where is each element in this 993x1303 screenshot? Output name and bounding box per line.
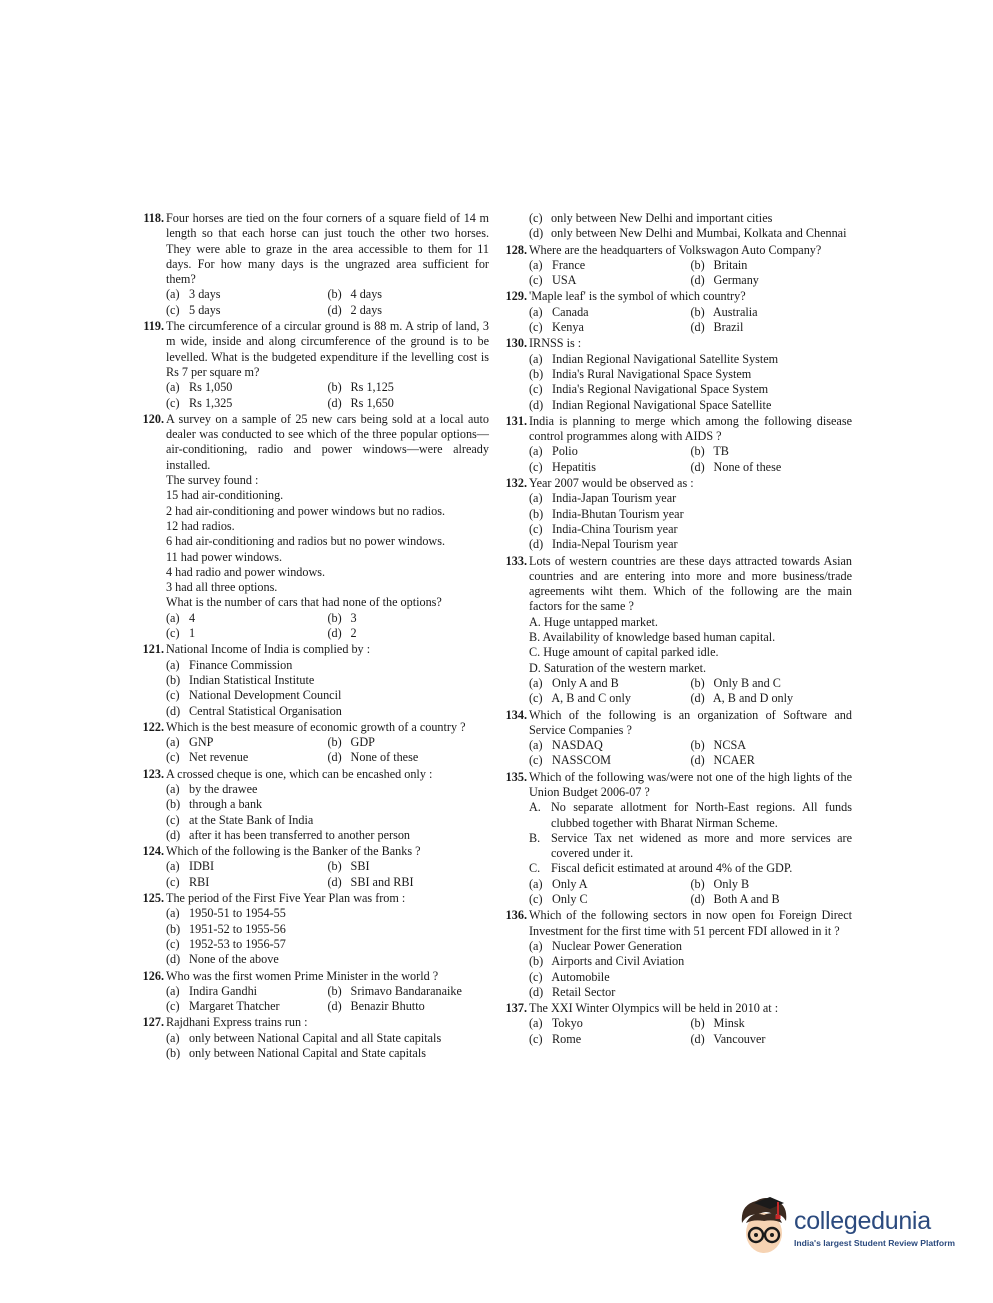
option-a: (a) GNP: [166, 735, 214, 750]
statement-c: C. Fiscal deficit estimated at around 4% of the GDP.: [529, 861, 793, 876]
question-127: [133, 1015, 489, 1061]
question-text: The circumference of a circular ground is 88 m. A strip of land, 3 m wide, inside and along circumference of the ground is to be levelled. What is the budgeted expenditure if the levelling cost is Rs 7 per square m?: [166, 319, 489, 379]
right-column: [496, 211, 852, 1048]
option-b: (b) TB: [690, 444, 729, 459]
option-a: (a) Rs 1,050: [166, 380, 233, 395]
option-b: (b) Rs 1,125: [327, 380, 394, 395]
question-number: 123.: [142, 766, 164, 781]
option-d: (d) only between New Delhi and Mumbai, Kolkata and Chennai: [529, 226, 847, 241]
question-131: [496, 414, 852, 475]
statement-b: B. Service Tax net widened as more and more services are covered under it.: [529, 830, 852, 861]
option-c: (c) NASSCOM: [529, 753, 611, 768]
option-c: (c) Rome: [529, 1031, 582, 1046]
option-a: (a) 4: [166, 610, 196, 625]
option-a: (a) India-Japan Tourism year: [529, 491, 677, 506]
question-text: Which is the best measure of economic growth of a country ?: [166, 719, 466, 734]
option-b: (b) Airports and Civil Aviation: [529, 954, 685, 969]
survey-line: 3 had all three options.: [166, 580, 278, 595]
option-b: (b) SBI: [327, 859, 370, 874]
question-119: [133, 319, 489, 411]
option-d: (d) 2: [327, 626, 357, 641]
option-d: (d) Brazil: [690, 320, 744, 335]
option-b: (b) 3: [327, 610, 357, 625]
question-number: 134.: [505, 707, 527, 722]
option-c: (c) Net revenue: [166, 750, 249, 765]
question-number: 124.: [142, 844, 164, 859]
question-number: 137.: [505, 1001, 527, 1016]
question-137: [496, 1001, 852, 1047]
question-text: IRNSS is :: [529, 336, 582, 351]
option-c: (c) 5 days: [166, 302, 221, 317]
question-number: 133.: [505, 553, 527, 568]
option-c: (c) Only C: [529, 892, 588, 907]
question-text: Which of the following sectors in now open foı Foreign Direct Investment for the first time with 51 percent FDI allowed in it ?: [529, 908, 852, 938]
question-text: Four horses are tied on the four corners of a square field of 14 m length so that each horse can just touch the other two horses. They were able to graze in the area accessible to them for 11 days. For how many days is the ungrazed area sufficient for them?: [166, 211, 489, 287]
option-b: (b) India's Rural Navigational Space System: [529, 366, 752, 381]
option-c: (c) National Development Council: [166, 688, 342, 703]
question-text: Which of the following is an organization of Software and Service Companies ?: [529, 707, 852, 737]
question-text: Who was the first women Prime Minister in the world ?: [166, 968, 439, 983]
option-b: (b) 4 days: [327, 287, 383, 302]
question-number: 128.: [505, 242, 527, 257]
option-d: (d) SBI and RBI: [327, 874, 414, 889]
question-text: The XXI Winter Olympics will be held in 2010 at :: [529, 1001, 779, 1016]
statement-d: D. Saturation of the western market.: [529, 660, 707, 675]
option-a: (a) Finance Commission: [166, 657, 293, 672]
question-text: Year 2007 would be observed as :: [529, 476, 694, 491]
question-129: [496, 289, 852, 335]
option-a: (a) Canada: [529, 304, 589, 319]
question-126: [133, 969, 489, 1015]
option-c: (c) USA: [529, 273, 577, 288]
question-number: 135.: [505, 769, 527, 784]
question-text: A crossed cheque is one, which can be encashed only :: [166, 766, 433, 781]
question-text: India is planning to merge which among the following disease control programmes along with AIDS ?: [529, 413, 852, 444]
question-text: Lots of western countries are these days attracted towards Asian countries and are entering into more and more business/trade agreements wiht them. Which of the following are the main factors for the same ?: [529, 553, 852, 614]
question-number: 125.: [142, 891, 164, 906]
option-a: (a) France: [529, 257, 586, 272]
question-text: National Income of India is complied by :: [166, 642, 371, 657]
option-c: (c) A, B and C only: [529, 691, 631, 706]
option-d: (d) after it has been transferred to another person: [166, 827, 411, 842]
option-b: (b) through a bank: [166, 797, 263, 812]
option-c: (c) Automobile: [529, 969, 610, 984]
question-123: [133, 767, 489, 843]
option-d: (d) NCAER: [690, 753, 755, 768]
question-128: [496, 243, 852, 289]
option-a: (a) Nuclear Power Generation: [529, 938, 682, 953]
option-b: (b) India-Bhutan Tourism year: [529, 506, 684, 521]
survey-line: The survey found :: [166, 473, 259, 488]
question-134: [496, 708, 852, 769]
option-a: (a) Polio: [529, 444, 578, 459]
option-a: (a) Only A and B: [529, 675, 619, 690]
option-c: (c) Hepatitis: [529, 459, 597, 474]
question-number: 122.: [142, 719, 164, 734]
statement-b: B. Availability of knowledge based human capital.: [529, 630, 776, 645]
option-a: (a) only between National Capital and all State capitals: [166, 1030, 442, 1045]
option-c: (c) Rs 1,325: [166, 395, 233, 410]
question-number: 127.: [142, 1015, 164, 1030]
option-b: (b) Minsk: [690, 1016, 745, 1031]
option-d: (d) Retail Sector: [529, 984, 616, 999]
question-number: 121.: [142, 642, 164, 657]
question-number: 130.: [505, 336, 527, 351]
option-c: (c) Margaret Thatcher: [166, 999, 280, 1014]
option-d: (d) 2 days: [327, 302, 383, 317]
question-136: [496, 908, 852, 1000]
option-a: (a) 3 days: [166, 287, 221, 302]
option-d: (d) Benazir Bhutto: [327, 999, 425, 1014]
option-a: (a) 1950-51 to 1954-55: [166, 906, 286, 921]
option-a: (a) by the drawee: [166, 781, 258, 796]
option-c: (c) at the State Bank of India: [166, 812, 314, 827]
question-132: [496, 476, 852, 552]
option-d: (d) None of these: [327, 750, 419, 765]
option-a: (a) Tokyo: [529, 1016, 583, 1031]
option-b: (b) Srimavo Bandaranaike: [327, 983, 462, 998]
option-d: (d) Central Statistical Organisation: [166, 703, 342, 718]
survey-line: 12 had radios.: [166, 518, 235, 533]
option-b: (b) Australia: [690, 304, 758, 319]
option-a: (a) NASDAQ: [529, 738, 603, 753]
option-c: (c) India's Regional Navigational Space System: [529, 382, 769, 397]
survey-line: 6 had air-conditioning and radios but no power windows.: [166, 534, 446, 549]
survey-line: What is the number of cars that had none of the options?: [166, 595, 442, 610]
question-121: [133, 642, 489, 718]
question-120: [133, 412, 489, 641]
option-c: (c) 1952-53 to 1956-57: [166, 936, 286, 951]
option-c: (c) only between New Delhi and important cities: [529, 211, 773, 225]
question-number: 120.: [142, 411, 164, 426]
option-c: (c) Kenya: [529, 320, 584, 335]
option-b: (b) Britain: [690, 257, 748, 272]
question-text: The period of the First Five Year Plan was from :: [166, 891, 406, 906]
question-133: [496, 554, 852, 707]
question-130: [496, 336, 852, 412]
question-number: 132.: [505, 476, 527, 491]
question-number: 119.: [143, 319, 164, 334]
option-a: (a) Only A: [529, 876, 588, 891]
question-text: Rajdhani Express trains run :: [166, 1015, 308, 1030]
option-d: (d) India-Nepal Tourism year: [529, 537, 678, 552]
option-a: (a) IDBI: [166, 859, 215, 874]
option-d: (d) Indian Regional Navigational Space Satellite: [529, 397, 772, 412]
option-c: (c) 1: [166, 626, 196, 641]
student-mascot-icon: [736, 1193, 792, 1263]
option-b: (b) 1951-52 to 1955-56: [166, 921, 286, 936]
option-b: (b) Indian Statistical Institute: [166, 672, 315, 687]
question-text: Where are the headquarters of Volkswagon Auto Company?: [529, 242, 822, 257]
option-d: (d) None of these: [690, 459, 782, 474]
collegedunia-logo[interactable]: [736, 1193, 958, 1267]
brand-name: collegedunia: [794, 1207, 931, 1235]
option-a: (a) Indira Gandhi: [166, 983, 258, 998]
option-c: (c) India-China Tourism year: [529, 521, 678, 536]
option-d: (d) None of the above: [166, 952, 279, 967]
question-text: Which of the following is the Banker of the Banks ?: [166, 844, 421, 859]
survey-line: 11 had power windows.: [166, 549, 282, 564]
question-135: [496, 770, 852, 908]
survey-line: 15 had air-conditioning.: [166, 488, 284, 503]
question-number: 118.: [143, 211, 164, 225]
statement-a: A. No separate allotment for North-East regions. All funds clubbed together with Bharat Nirman Scheme.: [529, 800, 852, 830]
question-text: Which of the following was/were not one of the high lights of the Union Budget 2006-07 ?: [529, 769, 852, 799]
question-number: 126.: [142, 968, 164, 983]
question-118: [133, 211, 489, 318]
option-c: (c) RBI: [166, 874, 210, 889]
option-b: (b) NCSA: [690, 738, 747, 753]
question-number: 129.: [505, 289, 527, 304]
question-text: 'Maple leaf' is the symbol of which country?: [529, 289, 746, 304]
survey-line: 4 had radio and power windows.: [166, 564, 326, 579]
option-d: (d) Rs 1,650: [327, 395, 394, 410]
question-number: 131.: [505, 413, 527, 428]
option-d: (d) Vancouver: [690, 1031, 766, 1046]
question-number: 136.: [505, 908, 527, 923]
left-column: [133, 211, 489, 1062]
statement-c: C. Huge amount of capital parked idle.: [529, 645, 719, 660]
option-d: (d) A, B and D only: [690, 691, 794, 706]
question-text: A survey on a sample of 25 new cars being sold at a local auto dealer was conducted to see which of the three popular options—air-conditioning, radio and power windows—were already installed.: [166, 411, 489, 472]
option-b: (b) only between National Capital and State capitals: [166, 1046, 426, 1061]
statement-a: A. Huge untapped market.: [529, 614, 658, 629]
question-127-continued: [496, 211, 852, 242]
brand-tagline: India's largest Student Review Platform: [794, 1238, 956, 1248]
option-b: (b) GDP: [327, 735, 375, 750]
survey-line: 2 had air-conditioning and power windows but no radios.: [166, 503, 446, 518]
option-b: (b) Only B: [690, 876, 750, 891]
option-d: (d) Germany: [690, 273, 759, 288]
option-d: (d) Both A and B: [690, 892, 780, 907]
option-b: (b) Only B and C: [690, 675, 781, 690]
question-125: [133, 891, 489, 967]
option-a: (a) Indian Regional Navigational Satellite System: [529, 351, 779, 366]
question-124: [133, 844, 489, 890]
question-122: [133, 720, 489, 766]
